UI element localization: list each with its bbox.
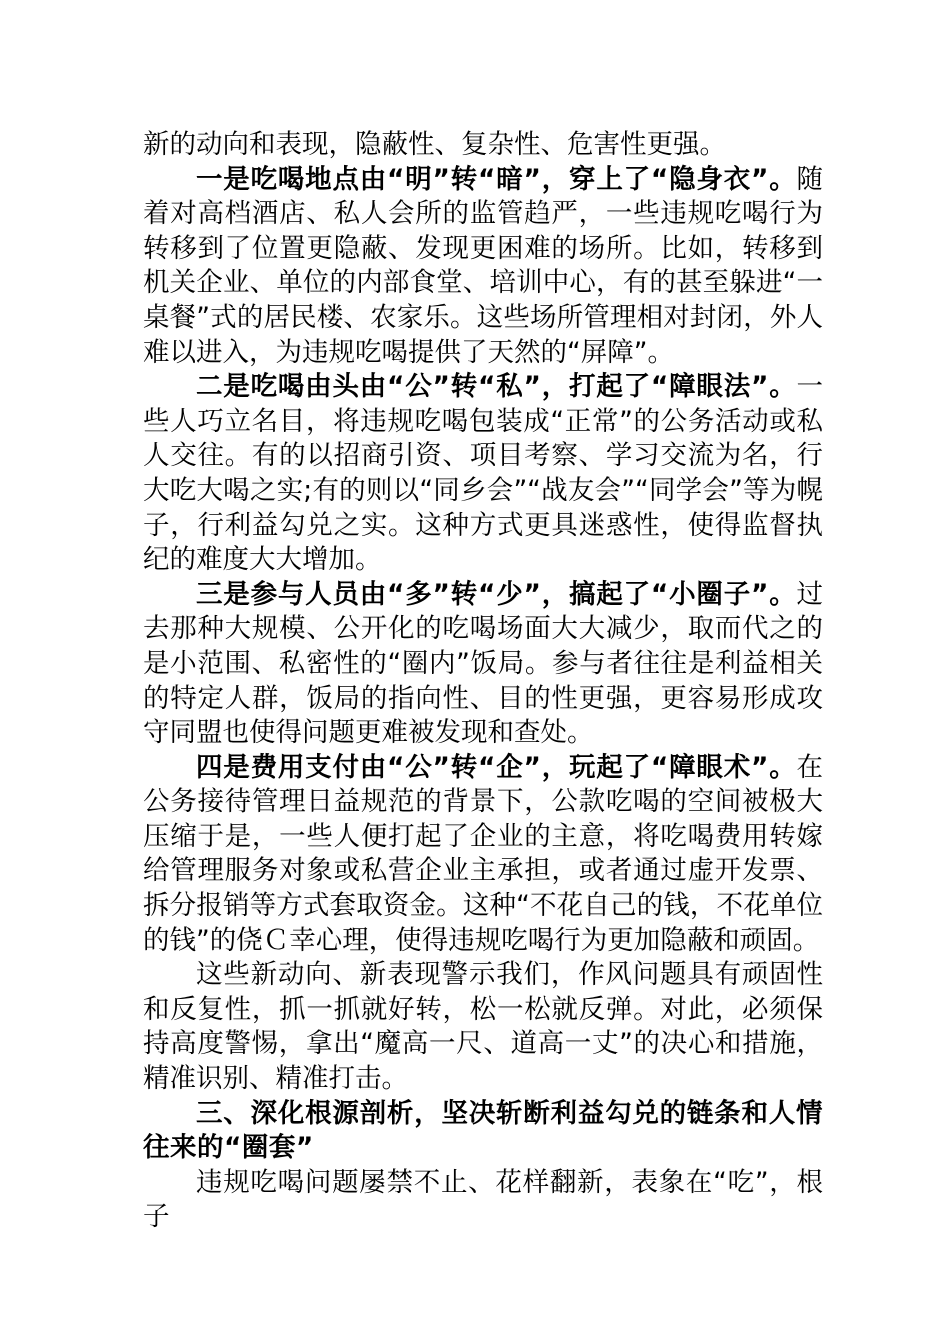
paragraph-final: 违规吃喝问题屡禁不止、花样翻新，表象在“吃”，根子 bbox=[143, 1166, 823, 1233]
paragraph-text: 一些人巧立名目，将违规吃喝包装成“正常”的公务活动或私人交往。有的以招商引资、项目考察、学习交流为名，行大吃大喝之实;有的则以“同乡会”“战友会”“同学会”等为幌子，行利益勾兑之实。这种方式更具迷惑性，使得监督执纪的难度大大增加。 bbox=[143, 371, 823, 576]
paragraph-point-three bbox=[143, 578, 823, 751]
document-body bbox=[143, 128, 823, 1235]
paragraph-summary bbox=[143, 958, 823, 1096]
paragraph-point-four bbox=[143, 751, 823, 959]
paragraph-lead-bold: 四是费用支付由“公”转“企”，玩起了“障眼术”。 bbox=[196, 751, 797, 783]
paragraph-text: 新的动向和表现，隐蔽性、复杂性、危害性更强。 bbox=[143, 129, 726, 160]
paragraph-text: 随着对高档酒店、私人会所的监管趋严，一些违规吃喝行为转移到了位置更隐蔽、发现更困难的场所。比如，转移到机关企业、单位的内部食堂、培训中心，有的甚至躲进“一桌餐”式的居民楼、农家乐。这些场所管理相对封闭，外人难以进入，为违规吃喝提供了天然的“屏障”。 bbox=[143, 163, 823, 368]
paragraph-point-two bbox=[143, 370, 823, 578]
paragraph-text: 在公务接待管理日益规范的背景下，公款吃喝的空间被极大压缩于是，一些人便打起了企业的主意，将吃喝费用转嫁给管理服务对象或私营企业主承担，或者通过虚开发票、拆分报销等方式套取资金。这种“不花自己的钱，不花单位的钱”的侥Ｃ幸心理，使得违规吃喝行为更加隐蔽和顽固。 bbox=[143, 751, 823, 956]
paragraph-point-one bbox=[143, 163, 823, 371]
paragraph-text: 这些新动向、新表现警示我们，作风问题具有顽固性和反复性，抓一抓就好转，松一松就反弹。对此，必须保持高度警惕，拿出“魔高一尺、道高一丈”的决心和措施，精准识别、精准打击。 bbox=[143, 959, 823, 1095]
paragraph-lead-bold: 一是吃喝地点由“明”转“暗”，穿上了“隐身衣”。 bbox=[196, 163, 797, 195]
paragraph-lead-bold: 三是参与人员由“多”转“少”，搞起了“小圈子”。 bbox=[196, 578, 797, 610]
section-heading: 三、深化根源剖析，坚决斩断利益勾兑的链条和人情往来的“圈套” bbox=[143, 1097, 823, 1164]
paragraph-text: 过去那种大规模、公开化的吃喝场面大大减少，取而代之的是小范围、私密性的“圈内”饭局。参与者往往是利益相关的特定人群，饭局的指向性、目的性更强，更容易形成攻守同盟也使得问题更难被发现和查处。 bbox=[143, 578, 823, 749]
paragraph-continuation bbox=[143, 128, 823, 163]
paragraph-lead-bold: 二是吃喝由头由“公”转“私”，打起了“障眼法”。 bbox=[196, 371, 797, 403]
